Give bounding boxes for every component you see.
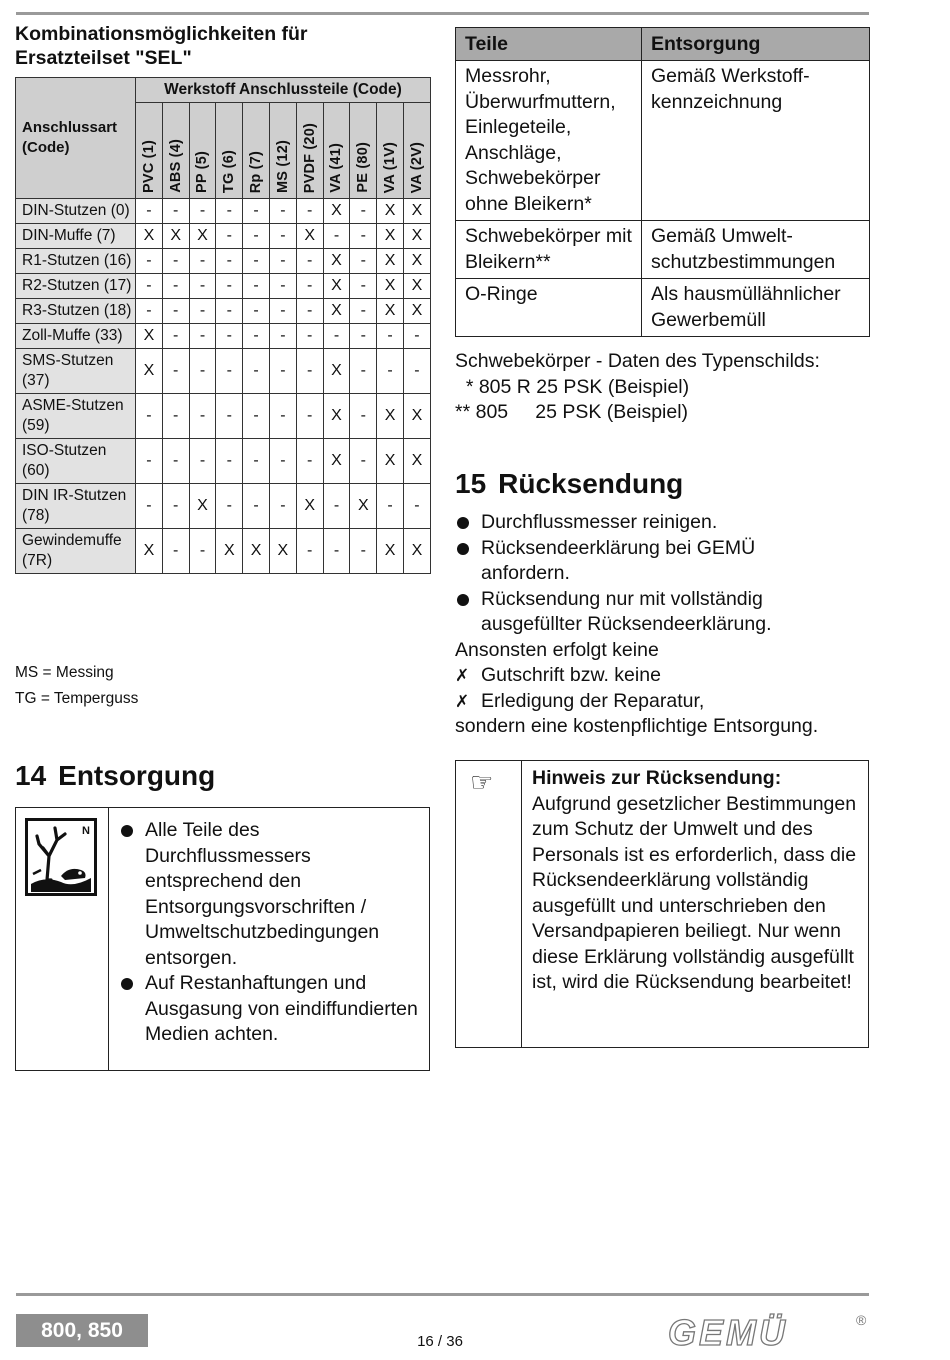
compatibility-cell: -: [323, 224, 350, 249]
compatibility-cell: -: [189, 349, 216, 394]
combo-title: [15, 22, 425, 70]
compatibility-cell: -: [162, 249, 189, 274]
compatibility-cell: X: [403, 274, 430, 299]
pointing-hand-icon: ☞: [470, 767, 494, 797]
compatibility-cell: -: [350, 224, 377, 249]
compatibility-cell: X: [136, 224, 163, 249]
table-row: [16, 199, 431, 224]
compatibility-cell: -: [216, 349, 243, 394]
page-number: 16 / 36: [417, 1333, 463, 1350]
hint-icon-cell: [456, 761, 522, 1047]
compatibility-cell: -: [189, 199, 216, 224]
table-row: [456, 221, 870, 279]
table-row: [456, 61, 870, 221]
compatibility-cell: -: [243, 484, 270, 529]
compatibility-cell: -: [243, 324, 270, 349]
material-label: PE (80): [355, 142, 372, 193]
compatibility-cell: -: [136, 484, 163, 529]
compatibility-cell: -: [350, 529, 377, 574]
part-cell: Messrohr, Überwurfmuttern, Einlegeteile, Anschläge, Schwebekörper ohne Bleikern*: [456, 61, 642, 221]
compatibility-cell: -: [136, 394, 163, 439]
compatibility-cell: -: [296, 199, 323, 224]
col-entsorgung: Entsorgung: [642, 28, 870, 61]
hint-text: Aufgrund gesetzlicher Bestimmungen zum Schutz der Umwelt und des Personals ist es erforderlich, dass die Rücksendeerklärung vollständig ausgefüllt und unterschrieben den Versandpapieren beiliegt. Nur wenn diese Erklärung vollständig ausgefüllt ist, wird die Rücksendung bearbeitet!: [532, 792, 857, 993]
compatibility-cell: -: [377, 484, 404, 529]
compatibility-cell: -: [350, 439, 377, 484]
compatibility-cell: -: [243, 439, 270, 484]
compatibility-cell: X: [296, 484, 323, 529]
legend: [15, 660, 138, 712]
compatibility-cell: -: [269, 224, 296, 249]
model-badge: 800, 850: [16, 1314, 148, 1347]
table-row: [16, 349, 431, 394]
material-label: VA (41): [328, 143, 345, 193]
material-header-cell: [162, 103, 189, 199]
disposal-parts-table: [455, 27, 870, 337]
return-instructions: [455, 510, 870, 740]
compatibility-cell: -: [243, 249, 270, 274]
compatibility-cell: -: [162, 394, 189, 439]
compatibility-cell: -: [216, 249, 243, 274]
legend-ms: MS = Messing: [15, 664, 114, 681]
compatibility-cell: -: [162, 484, 189, 529]
compatibility-cell: -: [136, 249, 163, 274]
table-row: [456, 279, 870, 337]
return-bullet: Durchflussmesser reinigen.: [455, 510, 870, 536]
compatibility-cell: X: [403, 299, 430, 324]
x-item-text: Erledigung der Reparatur,: [481, 689, 705, 712]
combo-title-line1: Kombinationsmöglichkeiten für: [15, 23, 308, 45]
compatibility-cell: -: [403, 324, 430, 349]
compatibility-cell: -: [350, 394, 377, 439]
legend-tg: TG = Temperguss: [15, 690, 139, 707]
compatibility-cell: -: [136, 199, 163, 224]
cross-icon: ✗: [455, 666, 470, 685]
compatibility-cell: -: [350, 274, 377, 299]
compatibility-cell: -: [269, 299, 296, 324]
compatibility-cell: X: [377, 529, 404, 574]
return-bullet: Rücksendeerklärung bei GEMÜ anfordern.: [455, 536, 811, 587]
compatibility-cell: -: [243, 199, 270, 224]
compatibility-cell: -: [162, 349, 189, 394]
closing-text: sondern eine kostenpflichtige Entsorgung.: [455, 715, 819, 737]
hint-title: Hinweis zur Rücksendung:: [532, 767, 782, 789]
material-header: Werkstoff Anschlussteile (Code): [136, 78, 431, 103]
table-row: [16, 394, 431, 439]
compatibility-cell: -: [350, 349, 377, 394]
compatibility-cell: -: [296, 394, 323, 439]
combination-body: [16, 199, 431, 574]
material-header-cell: [269, 103, 296, 199]
compatibility-cell: -: [296, 439, 323, 484]
compatibility-cell: -: [323, 324, 350, 349]
compatibility-cell: X: [136, 529, 163, 574]
part-cell: O-Ringe: [456, 279, 642, 337]
compatibility-cell: -: [189, 439, 216, 484]
hint-content: [532, 766, 860, 996]
connection-type-label: R1-Stutzen (16): [16, 249, 136, 274]
table-row: [16, 249, 431, 274]
registered-mark: ®: [856, 1312, 867, 1328]
material-header-cell: [377, 103, 404, 199]
disposal-bullet: Auf Restanhaftungen und Ausgasung von eindiffundierten Medien achten.: [119, 971, 419, 1048]
compatibility-cell: X: [189, 484, 216, 529]
material-header-cell: [296, 103, 323, 199]
compatibility-cell: -: [350, 299, 377, 324]
compatibility-cell: -: [296, 324, 323, 349]
compatibility-cell: -: [269, 249, 296, 274]
material-header-cell: [403, 103, 430, 199]
compatibility-cell: X: [403, 394, 430, 439]
compatibility-cell: -: [377, 324, 404, 349]
return-hint-box: [455, 760, 869, 1048]
compatibility-cell: -: [216, 199, 243, 224]
section-14-title: Entsorgung: [58, 760, 216, 791]
compatibility-cell: X: [403, 529, 430, 574]
material-label: PVDF (20): [301, 122, 318, 193]
compatibility-cell: -: [296, 529, 323, 574]
compatibility-cell: X: [377, 439, 404, 484]
compatibility-cell: -: [216, 439, 243, 484]
material-header-cell: [350, 103, 377, 199]
section-14-heading: [15, 760, 215, 792]
material-label: ABS (4): [167, 139, 184, 193]
x-item: [455, 689, 870, 715]
compatibility-cell: -: [243, 394, 270, 439]
compatibility-cell: X: [136, 349, 163, 394]
section-14-number: 14: [15, 760, 47, 791]
compatibility-cell: -: [296, 274, 323, 299]
disposal-bullet: Alle Teile des Durchflussmessers entsprechend den Entsorgungsvorschriften / Umweltschutzbedingungen entsorgen.: [119, 818, 419, 971]
material-label: VA (2V): [408, 141, 425, 193]
compatibility-cell: -: [162, 439, 189, 484]
compatibility-cell: -: [189, 274, 216, 299]
compatibility-cell: X: [189, 224, 216, 249]
logo-text: GEMÜ: [668, 1312, 788, 1353]
material-header-cell: [136, 103, 163, 199]
bottom-rule: [16, 1293, 869, 1296]
table-row: [16, 224, 431, 249]
connection-type-label: R2-Stutzen (17): [16, 274, 136, 299]
compatibility-cell: X: [323, 394, 350, 439]
compatibility-cell: -: [162, 324, 189, 349]
material-header-cell: [323, 103, 350, 199]
compatibility-cell: -: [269, 274, 296, 299]
compatibility-cell: X: [377, 224, 404, 249]
compatibility-cell: -: [296, 349, 323, 394]
compatibility-cell: -: [269, 439, 296, 484]
material-label: TG (6): [221, 149, 238, 193]
material-label: VA (1V): [382, 141, 399, 193]
compatibility-cell: -: [350, 199, 377, 224]
section-15-title: Rücksendung: [498, 468, 684, 499]
typeplate-example-1: * 805 R 25 PSK (Beispiel): [455, 375, 690, 398]
compatibility-cell: -: [189, 324, 216, 349]
cross-icon: ✗: [455, 691, 470, 711]
compatibility-cell: X: [377, 299, 404, 324]
compatibility-cell: -: [269, 324, 296, 349]
table-row: [16, 439, 431, 484]
table-row: [16, 324, 431, 349]
material-label: PP (5): [194, 150, 211, 193]
compatibility-cell: -: [350, 324, 377, 349]
compatibility-cell: -: [136, 274, 163, 299]
compatibility-cell: X: [403, 199, 430, 224]
compatibility-cell: X: [377, 249, 404, 274]
material-header-cell: [189, 103, 216, 199]
compatibility-cell: X: [323, 199, 350, 224]
compatibility-cell: X: [243, 529, 270, 574]
compatibility-cell: -: [403, 349, 430, 394]
compatibility-cell: -: [162, 299, 189, 324]
material-label: PVC (1): [140, 140, 157, 193]
compatibility-cell: X: [323, 249, 350, 274]
compatibility-cell: X: [269, 529, 296, 574]
connection-type-label: ISO-Stutzen (60): [16, 439, 136, 484]
material-header-cell: [216, 103, 243, 199]
compatibility-cell: X: [377, 274, 404, 299]
compatibility-cell: X: [377, 394, 404, 439]
environment-icon-letter: N: [82, 825, 90, 837]
compatibility-cell: -: [162, 529, 189, 574]
compatibility-cell: X: [323, 349, 350, 394]
connection-type-label: DIN-Muffe (7): [16, 224, 136, 249]
compatibility-cell: X: [296, 224, 323, 249]
connection-type-label: DIN IR-Stutzen (78): [16, 484, 136, 529]
connection-type-label: Zoll-Muffe (33): [16, 324, 136, 349]
compatibility-cell: X: [323, 439, 350, 484]
disposal-cell: Als hausmüllähnlicher Gewerbemüll: [642, 279, 870, 337]
compatibility-cell: -: [323, 484, 350, 529]
connection-type-label: DIN-Stutzen (0): [16, 199, 136, 224]
compatibility-cell: -: [216, 299, 243, 324]
compatibility-cell: X: [216, 529, 243, 574]
disposal-icon-cell: [16, 808, 109, 1070]
gemu-logo: [668, 1312, 868, 1352]
material-label: MS (12): [274, 140, 291, 193]
compatibility-cell: -: [162, 199, 189, 224]
section-15-number: 15: [455, 468, 487, 499]
compatibility-cell: -: [296, 299, 323, 324]
compatibility-cell: -: [216, 484, 243, 529]
compatibility-cell: -: [296, 249, 323, 274]
compatibility-cell: -: [350, 249, 377, 274]
table-row: [16, 529, 431, 574]
x-item: [455, 663, 870, 689]
combination-table: [15, 77, 431, 574]
compatibility-cell: X: [403, 224, 430, 249]
compatibility-cell: -: [243, 224, 270, 249]
connection-type-label: R3-Stutzen (18): [16, 299, 136, 324]
compatibility-cell: -: [269, 484, 296, 529]
otherwise-text: Ansonsten erfolgt keine: [455, 638, 659, 661]
compatibility-cell: -: [216, 274, 243, 299]
compatibility-cell: X: [403, 439, 430, 484]
section-15-heading: [455, 468, 683, 500]
compatibility-cell: -: [243, 274, 270, 299]
top-rule: [16, 12, 869, 15]
material-header-cell: [243, 103, 270, 199]
disposal-box: [15, 807, 430, 1071]
connection-type-label: ASME-Stutzen (59): [16, 394, 136, 439]
col-teile: Teile: [456, 28, 642, 61]
return-bullet: Rücksendung nur mit vollständig ausgefüllter Rücksendeerklärung.: [455, 587, 821, 638]
compatibility-cell: X: [162, 224, 189, 249]
compatibility-cell: -: [243, 299, 270, 324]
table-row: [16, 274, 431, 299]
disposal-cell: Gemäß Umwelt-schutzbestimmungen: [642, 221, 870, 279]
row-header: Anschlussart (Code): [16, 78, 136, 199]
material-label: Rp (7): [248, 150, 265, 193]
compatibility-cell: -: [269, 394, 296, 439]
part-cell: Schwebekörper mit Bleikern**: [456, 221, 642, 279]
compatibility-cell: -: [216, 324, 243, 349]
compatibility-cell: -: [269, 349, 296, 394]
typeplate-example-2: ** 805 25 PSK (Beispiel): [455, 401, 689, 423]
compatibility-cell: -: [216, 394, 243, 439]
compatibility-cell: -: [189, 529, 216, 574]
compatibility-cell: -: [216, 224, 243, 249]
disposal-instructions: [119, 818, 419, 1048]
connection-type-label: Gewindemuffe (7R): [16, 529, 136, 574]
compatibility-cell: -: [403, 484, 430, 529]
compatibility-cell: -: [136, 439, 163, 484]
compatibility-cell: -: [189, 394, 216, 439]
connection-type-label: SMS-Stutzen (37): [16, 349, 136, 394]
compatibility-cell: X: [350, 484, 377, 529]
disposal-cell: Gemäß Werkstoff-kennzeichnung: [642, 61, 870, 221]
compatibility-cell: -: [162, 274, 189, 299]
compatibility-cell: X: [403, 249, 430, 274]
compatibility-cell: X: [323, 299, 350, 324]
x-item-text: Gutschrift bzw. keine: [481, 664, 661, 686]
environment-hazard-icon: [25, 818, 97, 896]
compatibility-cell: X: [136, 324, 163, 349]
typeplate-intro: Schwebekörper - Daten des Typenschilds:: [455, 350, 820, 372]
compatibility-cell: X: [377, 199, 404, 224]
table-row: [16, 299, 431, 324]
compatibility-cell: -: [269, 199, 296, 224]
compatibility-cell: -: [377, 349, 404, 394]
compatibility-cell: -: [136, 299, 163, 324]
compatibility-cell: -: [323, 529, 350, 574]
compatibility-cell: -: [189, 299, 216, 324]
table-row: [16, 484, 431, 529]
combo-title-line2: Ersatzteilset "SEL": [15, 47, 192, 69]
compatibility-cell: -: [189, 249, 216, 274]
typeplate-info: [455, 349, 820, 426]
compatibility-cell: -: [243, 349, 270, 394]
compatibility-cell: X: [323, 274, 350, 299]
